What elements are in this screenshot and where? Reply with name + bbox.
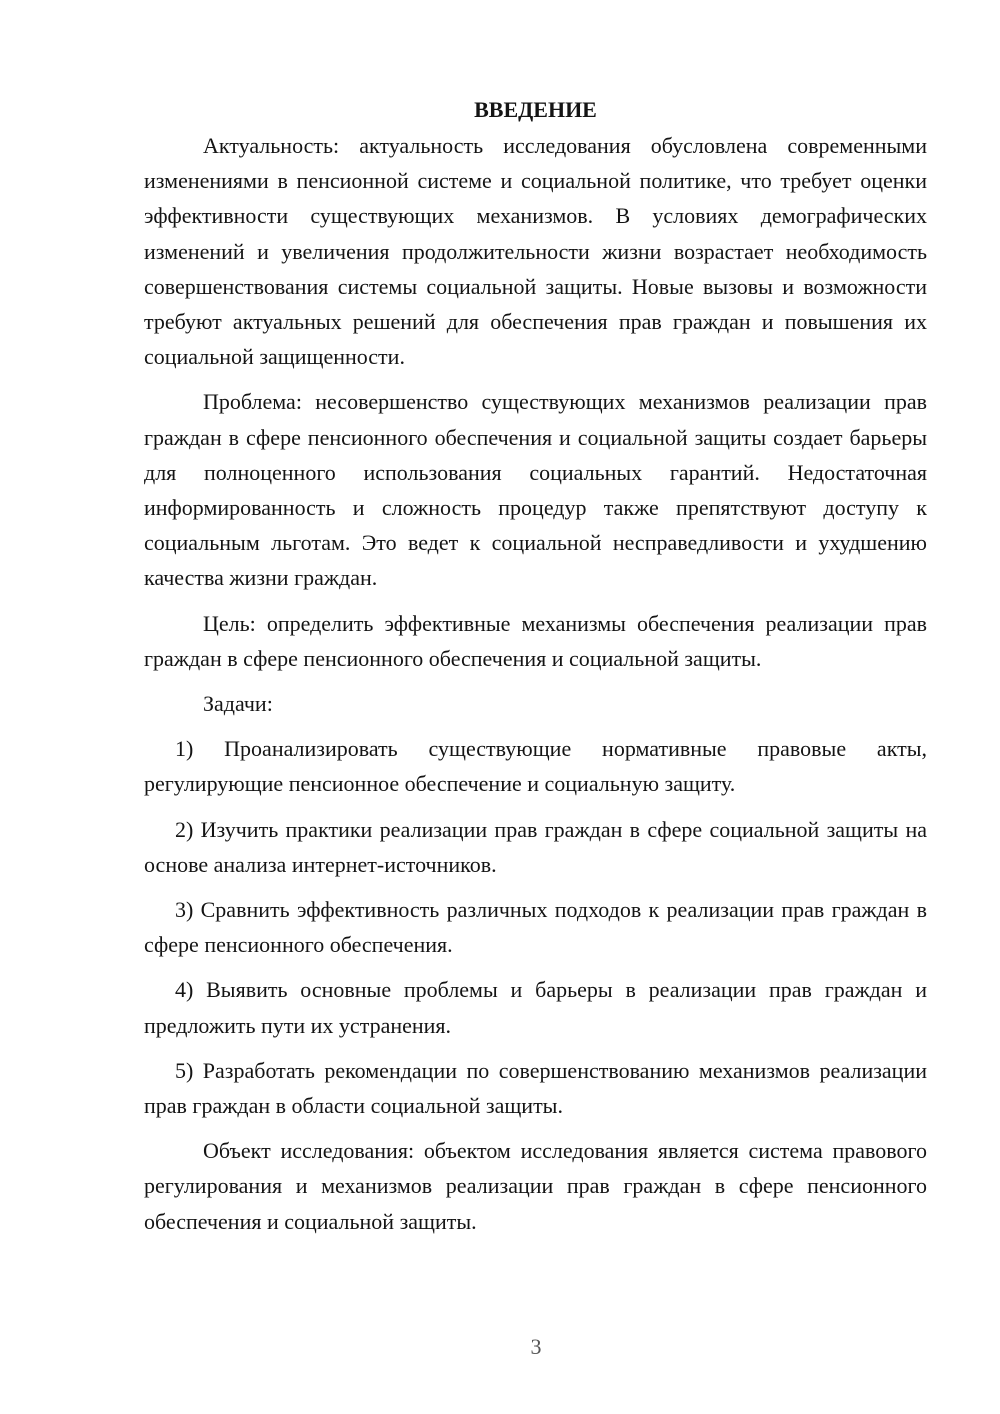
relevance-paragraph: Актуальность: актуальность исследования обусловлена современными изменениями в пенсионной системе и социальной политике, что требует оценки эффективности существующих механизмов. В условиях демографических изменений и увеличения продолжительности жизни возрастает необходимость совершенствования системы социальной защиты. Новые вызовы и возможности требуют актуальных решений для обеспечения прав граждан и повышения их социальной защищенности. — [144, 133, 927, 370]
problem-paragraph: Проблема: несовершенство существующих механизмов реализации прав граждан в сфере пенсионного обеспечения и социальной защиты создает барьеры для полноценного использования социальных гарантий. Недостаточная информированность и сложность процедур также препятствуют доступу к социальным льготам. Это ведет к социальной несправедливости и ухудшению качества жизни граждан. — [144, 389, 927, 591]
task-item-5: 5) Разработать рекомендации по совершенствованию механизмов реализации прав граждан в области социальной защиты. — [144, 1057, 927, 1119]
task-item-1: 1) Проанализировать существующие нормативные правовые акты, регулирующие пенсионное обеспечение и социальную защиту. — [144, 736, 927, 797]
page-content — [144, 92, 927, 1249]
goal-paragraph: Цель: определить эффективные механизмы обеспечения реализации прав граждан в сфере пенсионного обеспечения и социальной защиты. — [144, 610, 927, 671]
task-item-4: 4) Выявить основные проблемы и барьеры в реализации прав граждан и предложить пути их устранения. — [144, 977, 927, 1038]
task-item-3: 3) Сравнить эффективность различных подходов к реализации прав граждан в сфере пенсионного обеспечения. — [144, 897, 927, 958]
tasks-heading: Задачи: — [203, 691, 273, 717]
page-number: 3 — [530, 1334, 542, 1359]
task-item-2: 2) Изучить практики реализации прав граждан в сфере социальной защиты на основе анализа интернет-источников. — [144, 816, 927, 877]
object-paragraph: Объект исследования: объектом исследования является система правового регулирования и механизмов реализации прав граждан в сфере пенсионного обеспечения и социальной защиты. — [144, 1138, 927, 1234]
section-title: ВВЕДЕНИЕ — [474, 97, 597, 122]
